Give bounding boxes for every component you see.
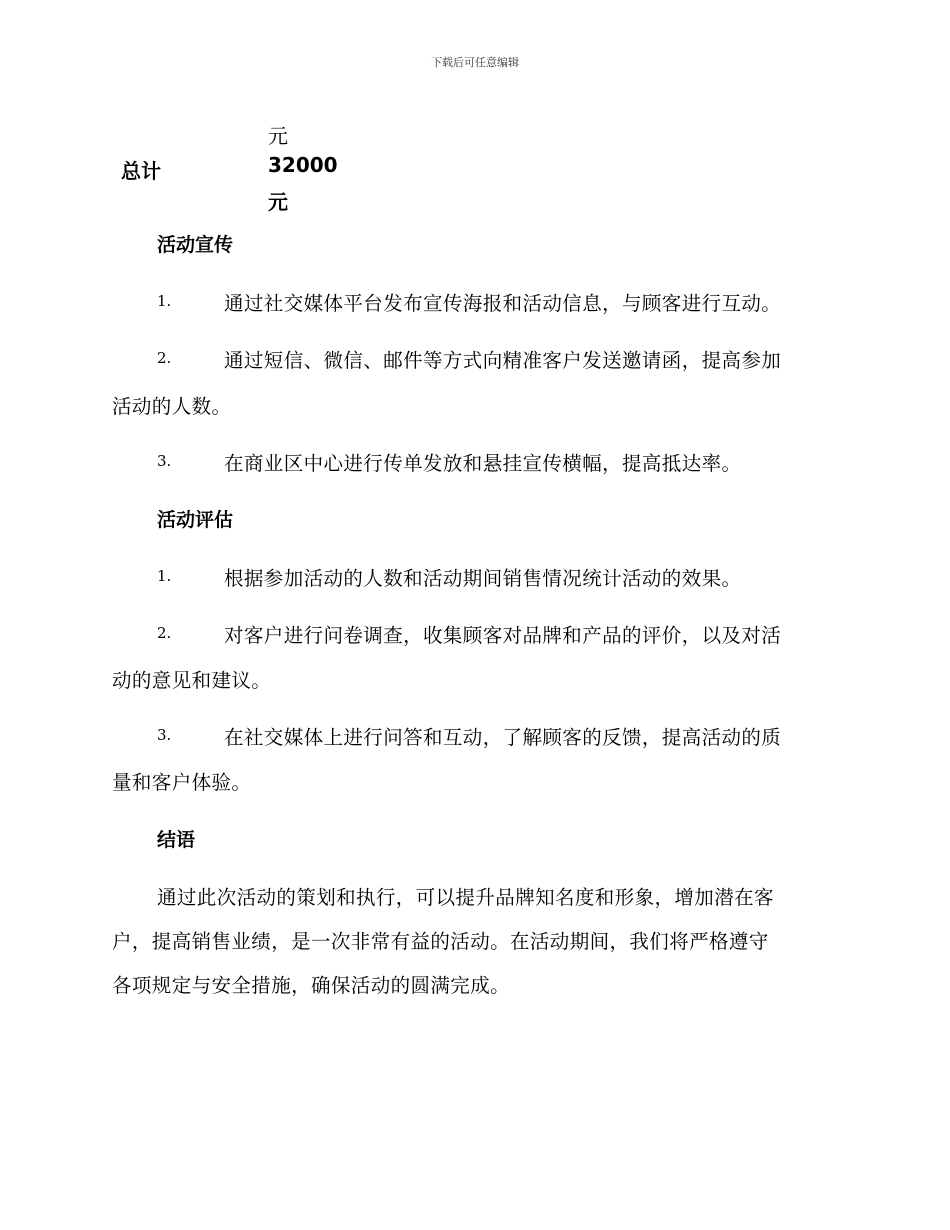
evaluation-item-1-text: 根据参加活动的人数和活动期间销售情况统计活动的效果。 [224, 567, 742, 590]
promotion-item-1-number: 1. [157, 292, 172, 310]
page-header: 下载后可任意编辑 [431, 56, 519, 69]
prev-row-unit: 元 [268, 124, 288, 148]
promotion-heading: 活动宣传 [157, 234, 234, 256]
evaluation-item-3-text: 在社交媒体上进行问答和互动，了解顾客的反馈，提高活动的质 [224, 726, 782, 749]
conclusion-line-1: 通过此次活动的策划和执行，可以提升品牌知名度和形象，增加潜在客 [157, 886, 774, 909]
total-label: 总计 [121, 159, 161, 183]
promotion-item-2-text-cont: 活动的人数。 [112, 395, 232, 418]
promotion-item-3-number: 3. [157, 452, 172, 470]
evaluation-item-2-text: 对客户进行问卷调查，收集顾客对品牌和产品的评价，以及对活 [224, 624, 782, 647]
total-unit: 元 [268, 190, 288, 214]
evaluation-item-2-text-cont: 动的意见和建议。 [112, 669, 272, 692]
evaluation-item-2-number: 2. [157, 624, 172, 642]
promotion-item-1-text: 通过社交媒体平台发布宣传海报和活动信息，与顾客进行互动。 [224, 292, 782, 315]
evaluation-heading: 活动评估 [157, 509, 234, 531]
evaluation-item-3-number: 3. [157, 726, 172, 744]
evaluation-item-3-text-cont: 量和客户体验。 [112, 771, 252, 794]
evaluation-item-1-number: 1. [157, 567, 172, 585]
conclusion-line-2: 户，提高销售业绩，是一次非常有益的活动。在活动期间，我们将严格遵守 [112, 930, 769, 953]
total-value: 32000 [268, 153, 338, 177]
conclusion-line-3: 各项规定与安全措施，确保活动的圆满完成。 [112, 974, 511, 997]
conclusion-heading: 结语 [157, 829, 196, 851]
promotion-item-3-text: 在商业区中心进行传单发放和悬挂宣传横幅，提高抵达率。 [224, 452, 742, 475]
promotion-item-2-number: 2. [157, 349, 172, 367]
promotion-item-2-text: 通过短信、微信、邮件等方式向精准客户发送邀请函，提高参加 [224, 349, 782, 372]
